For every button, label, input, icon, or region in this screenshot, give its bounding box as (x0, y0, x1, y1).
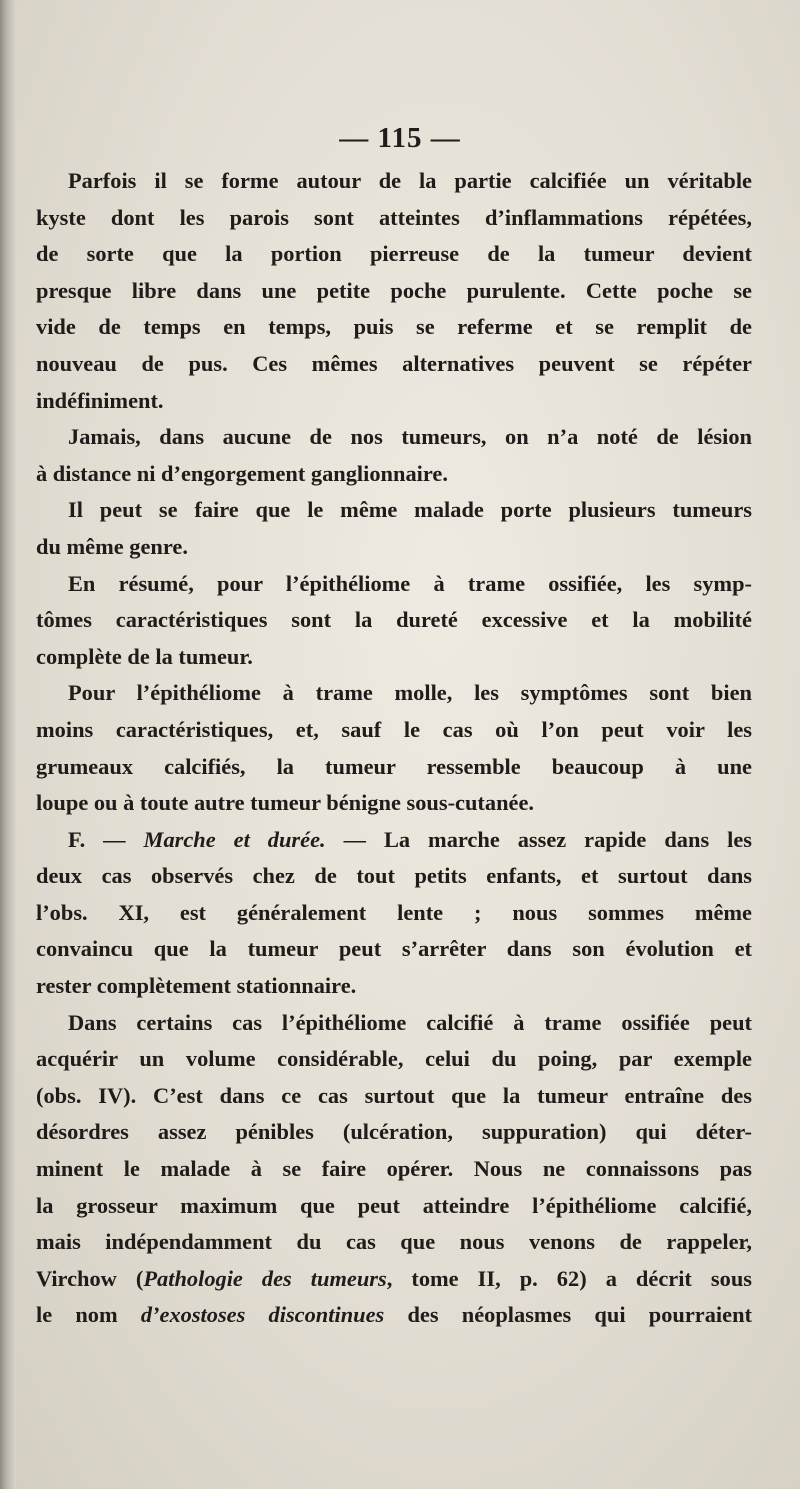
text-fragment: , tome II, p. 62) a décrit sous (386, 1265, 752, 1291)
text-line: acquérir un volume considérable, celui du poing, par exemple (36, 1046, 752, 1072)
text-line: En résumé, pour l’épithéliome à trame ossifiée, les symp- (68, 570, 752, 596)
text-line: Jamais, dans aucune de nos tumeurs, on n’a noté de lésion (68, 424, 752, 450)
binding-edge (0, 0, 16, 1489)
text-fragment: le nom (36, 1302, 141, 1328)
paragraph-4 (36, 566, 752, 676)
emphasized-term: d’exostoses discontinues (140, 1302, 385, 1328)
text-line: vide de temps en temps, puis se referme et se remplit de (36, 314, 752, 340)
text-line: (obs. IV). C’est dans ce cas surtout que la tumeur entraîne des (36, 1082, 752, 1108)
text-line: la grosseur maximum que peut atteindre l’épithéliome calcifié, (36, 1192, 752, 1218)
text-line: deux cas observés chez de tout petits enfants, et surtout dans (36, 863, 752, 889)
text-line: complète de la tumeur. (36, 643, 253, 669)
cited-work-title: Pathologie des tumeurs (143, 1265, 387, 1291)
text-line: l’obs. XI, est généralement lente ; nous sommes même (36, 899, 752, 925)
paragraph-3 (36, 492, 752, 565)
text-line: à distance ni d’engorgement ganglionnaire. (36, 460, 448, 486)
text-line: Parfois il se forme autour de la partie calcifiée un véritable (68, 168, 752, 193)
section-title: Marche et durée. (143, 826, 326, 852)
text-line: tômes caractéristiques sont la dureté excessive et la mobilité (36, 607, 752, 633)
paragraph-5 (36, 675, 752, 821)
text-line: Il peut se faire que le même malade porte plusieurs tumeurs (68, 497, 752, 523)
text-fragment: Virchow ( (36, 1265, 144, 1291)
text-line: convaincu que la tumeur peut s’arrêter dans son évolution et (36, 936, 752, 962)
text-line: loupe ou à toute autre tumeur bénigne sous-cutanée. (36, 790, 534, 816)
body-text (36, 163, 752, 1334)
paragraph-2 (36, 419, 752, 492)
page-number: — 115 — (339, 122, 461, 154)
text-line: du même genre. (36, 533, 188, 559)
text-fragment: — La marche assez rapide dans les (343, 826, 752, 852)
citation-line (36, 1261, 752, 1298)
text-line: indéfiniment. (36, 387, 164, 413)
text-line: kyste dont les parois sont atteintes d’inflammations répétées, (36, 204, 752, 230)
text-fragment: des néoplasmes qui pourraient (384, 1302, 752, 1328)
section-label: F. (68, 826, 86, 852)
text-line: minent le malade à se faire opérer. Nous ne connaissons pas (36, 1156, 752, 1182)
text-line: rester complètement stationnaire. (36, 973, 357, 999)
text-line: de sorte que la portion pierreuse de la tumeur devient (36, 241, 752, 267)
paragraph-6 (36, 822, 752, 1005)
text-line: moins caractéristiques, et, sauf le cas où l’on peut voir les (36, 716, 752, 742)
text-line: Dans certains cas l’épithéliome calcifié à trame ossifiée peut (68, 1009, 752, 1035)
final-line (36, 1297, 752, 1334)
text-line: mais indépendamment du cas que nous venons de rappeler, (36, 1229, 752, 1255)
text-line: Pour l’épithéliome à trame molle, les symptômes sont bien (68, 680, 752, 706)
paragraph-1 (36, 163, 752, 419)
section-heading-line: F. — Marche et durée. — La marche assez rapide dans les (68, 826, 752, 852)
paragraph-7 (36, 1005, 752, 1334)
text-line: nouveau de pus. Ces mêmes alternatives peuvent se répéter (36, 350, 752, 376)
text-line: presque libre dans une petite poche purulente. Cette poche se (36, 277, 752, 303)
text-line: grumeaux calcifiés, la tumeur ressemble beaucoup à une (36, 753, 752, 779)
text-line: désordres assez pénibles (ulcération, suppuration) qui déter- (36, 1119, 752, 1145)
